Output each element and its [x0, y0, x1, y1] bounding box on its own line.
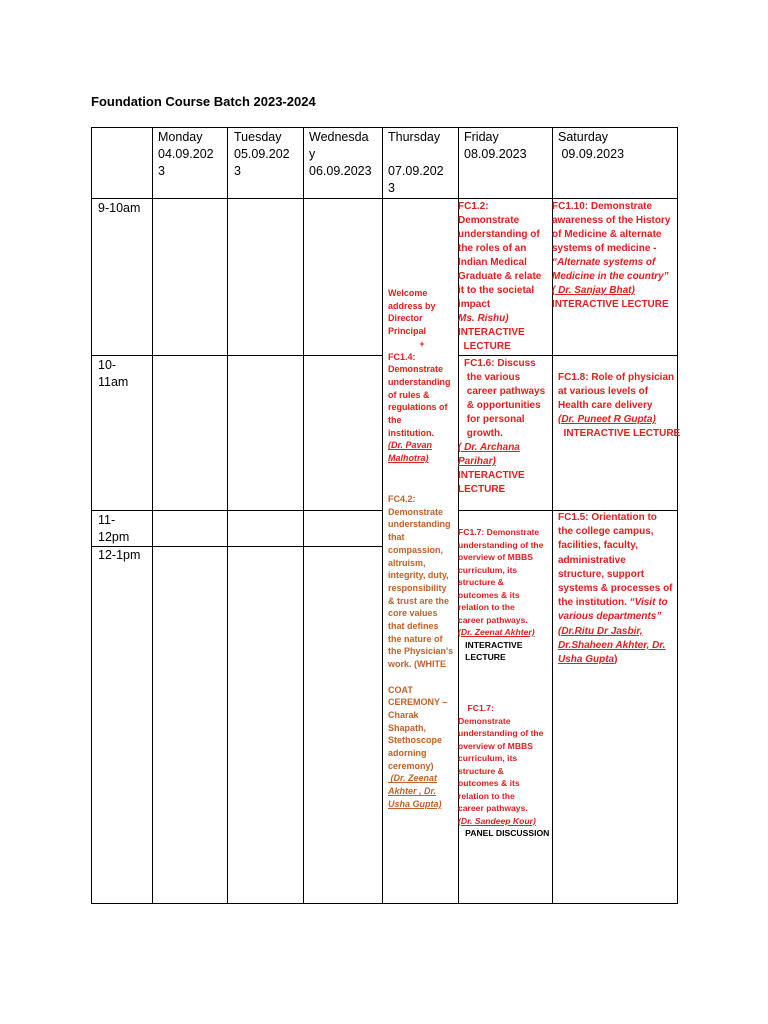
friday-fc17-panel-block: FC1.7: Demonstrate understanding of the overview of MBBS curriculum, its structure & outcomes & its relation to the career pathways. (Dr. Sandeep Kour) PANEL DISCUSSION [458, 703, 550, 838]
header-tuesday: Tuesday 05.09.202 3 [234, 130, 290, 178]
col-divider [382, 128, 383, 903]
header-thursday: Thursday 07.09.202 3 [388, 130, 444, 195]
timetable [91, 127, 681, 904]
row-divider [92, 510, 382, 511]
slot-10-11: 10- 11am [98, 358, 129, 389]
slot-12-1: 12-1pm [98, 548, 141, 562]
col-divider [303, 128, 304, 903]
row-divider [458, 355, 677, 356]
slot-9-10: 9-10am [98, 201, 141, 215]
saturday-fc15-block: FC1.5: Orientation to the college campus, facilities, faculty, administrative structure, support systems & processes of the institution. “Visit to various departments” (Dr.Ritu Dr Jasbir, Dr.Shaheen Akhter, Dr. Usha Gupta) [558, 512, 673, 666]
header-saturday: Saturday 09.09.2023 [558, 130, 625, 161]
thursday-white-coat-block: FC4.2: Demonstrate understanding that compassion, altruism, integrity, duty, responsibility & trust are the core values that defines the nature of the Physician's work. (WHITE COAT CEREMONY – Charak Shapath, Stethoscope adorning ceremony) (Dr. Zeenat Akhter , Dr. Usha Gupta) [388, 494, 454, 809]
saturday-fc110-block: FC1.10: Demonstrate awareness of the History of Medicine & alternate systems of medicine - “Alternate systems of Medicine in the country” ( Dr. Sanjay Bhat) INTERACTIVE LECTURE [552, 201, 671, 310]
col-divider [227, 128, 228, 903]
friday-fc12-block: FC1.2: Demonstrate understanding of the roles of an Indian Medical Graduate & relate it to the societal impact Ms. Rishu) INTERACTIVE LECTURE [458, 201, 542, 352]
saturday-fc18-block: FC1.8: Role of physician at various levels of Health care delivery (Dr. Puneet R Gupta) INTERACTIVE LECTURE [558, 372, 681, 439]
header-friday: Friday 08.09.2023 [464, 130, 527, 161]
header-monday: Monday 04.09.202 3 [158, 130, 214, 178]
page-title: Foundation Course Batch 2023-2024 [91, 94, 316, 109]
header-wednesday: Wednesda y 06.09.2023 [309, 130, 372, 178]
row-divider [92, 355, 382, 356]
friday-fc16-block: FC1.6: Discuss the various career pathways & opportunities for personal growth. ( Dr. Archana Parihar) INTERACTIVE LECTURE [458, 358, 546, 495]
row-divider [92, 198, 677, 199]
slot-11-12: 11- 12pm [98, 513, 130, 544]
thursday-welcome-block: Welcome address by Director Principal + FC1.4: Demonstrate understanding of rules & regulations of the institution. (Dr. Pavan Malhotra) [388, 288, 451, 464]
friday-fc17-interactive-block: FC1.7: Demonstrate understanding of the overview of MBBS curriculum, its structure & outcomes & its relation to the career pathways. (Dr. Zeenat Akhter) INTERACTIVE LECTURE [458, 527, 544, 662]
col-divider [152, 128, 153, 903]
